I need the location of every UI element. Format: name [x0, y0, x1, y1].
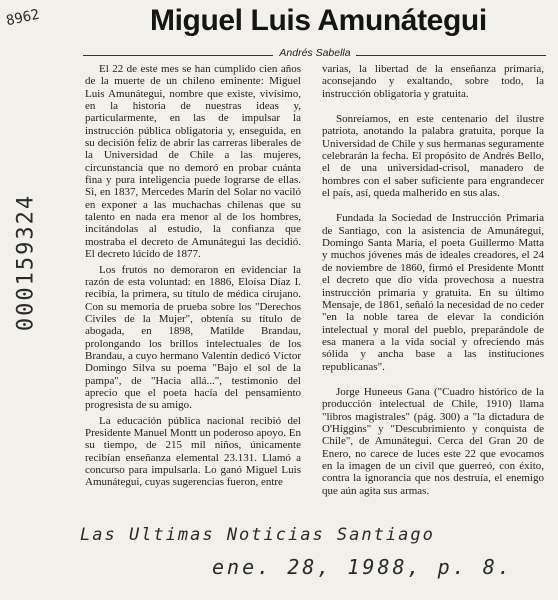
paragraph: El 22 de este mes se han cumplido cien años de la muerte de un chileno eminente: Miguel Luis Amunátegui, nombre que existe, vivísimo, en la historia de nuestras ideas y, particularmente, en las de impulsar la instrucción pública obligatoria y, enseguida, en su decisión feliz de abrir las carreras liberales de la Universidad de Chile a las mujeres, circunstancia que no demoró en probar cuánta fina y pura inteligencia puede lograrse de ellas. Si, en 1837, Mercedes Marín del Solar no vaciló en exponer a las muchachas chilenas que su talento en nada era menor al de los hombres, incitándolas al estudio, la confianza que mostraba el decreto de Amunátegui las decidió. El decreto lúcido de 1877.	[85, 63, 301, 261]
paragraph: Jorge Huneeus Gana ("Cuadro histórico de la producción intelectual de Chile, 1910) llama "libros magistrales" (pág. 300) a "la dictadura de O'Higgins" y "Descubrimiento y conquista de Chile", de Amunátegui. Cerca del Gran 20 de Enero, no carece de luces este 22 que evocamos en la imagen de un civil que guerreó, con éxito, contra la ignorancia que nos destruía, el enemigo que aún agita sus armas.	[322, 385, 544, 497]
paragraph-gap	[322, 103, 544, 113]
title-rule-left	[83, 55, 273, 56]
handwritten-date: ene. 28, 1988, p. 8.	[212, 555, 513, 579]
paragraph: Los frutos no demoraron en evidenciar la razón de esta voluntad: en 1886, Eloísa Díaz I. recibía, la primera, su título de médica cirujano. Con su memoria de prueba sobre los "Derechos Civiles de la Mujer", obtenía su título de abogada, en 1898, Matilde Brandau, prolongando los brillos intelectuales de los Brandau, a cuyo hermano Valentín dedicó Víctor Domingo Silva su poema "Bajo el sol de la pampa", de "Hacia allá...", testimonio del aprecio que el poeta hacía del pensamiento progresista de su amigo.	[85, 263, 301, 412]
handwritten-source: Las Ultimas Noticias Santiago	[80, 525, 435, 545]
paragraph: Fundada la Sociedad de Instrucción Primaria de Santiago, con la asistencia de Amunátegui, Domingo Santa María, el poeta Guillermo Matta y muchos jóvenes más de ideales creadores, el 24 de noviembre de 1860, firmó el Presidente Montt el decreto que dio vida provechosa a nuestra instrucción primaria y gratuita. En su último Mensaje, de 1861, señaló la necesidad de no ceder "en la noble tarea de elevar la condición intelectual y moral del pueblo, preparándole de esa manera a la vida social y ofreciendo más sólida y ancha base a las instituciones republicanas".	[322, 212, 544, 373]
margin-catalog-code-text: 000159324	[13, 193, 39, 332]
paragraph: La educación pública nacional recibió del Presidente Manuel Montt un poderoso apoyo. En su tiempo, de 215 mil niños, únicamente recibían enseñanza elemental 23.131. Llamó a concurso para impulsarla. Lo ganó Miguel Luis Amunátegui, cuyas sugerencias fueron, entre	[85, 414, 301, 489]
paragraph-gap	[322, 202, 544, 212]
paragraph-gap	[322, 376, 544, 386]
article-column-left	[85, 63, 301, 492]
paragraph: varias, la libertad de la enseñanza primaria, aconsejando y exaltando, sobre todo, la instrucción obligatoria y gratuita.	[322, 63, 544, 100]
corner-handwritten-mark: 8962	[4, 6, 42, 30]
article-author: Andrés Sabella	[279, 47, 351, 59]
title-rule-right	[356, 55, 546, 56]
paragraph: Sonreíamos, en este centenario del ilustre patriota, anotando la palabra gratuita, porque la Universidad de Chile y sus hermanas seguramente celebrarán la fecha. El propósito de Andrés Bello, el de una universidad-crisol, manadero de hombres con el saber suficiente para engrandecer el país, así, queda malherido en sus alas.	[322, 113, 544, 200]
margin-catalog-code	[6, 130, 39, 410]
article-column-right	[322, 63, 544, 500]
article-title: Miguel Luis Amunátegui	[150, 4, 487, 37]
